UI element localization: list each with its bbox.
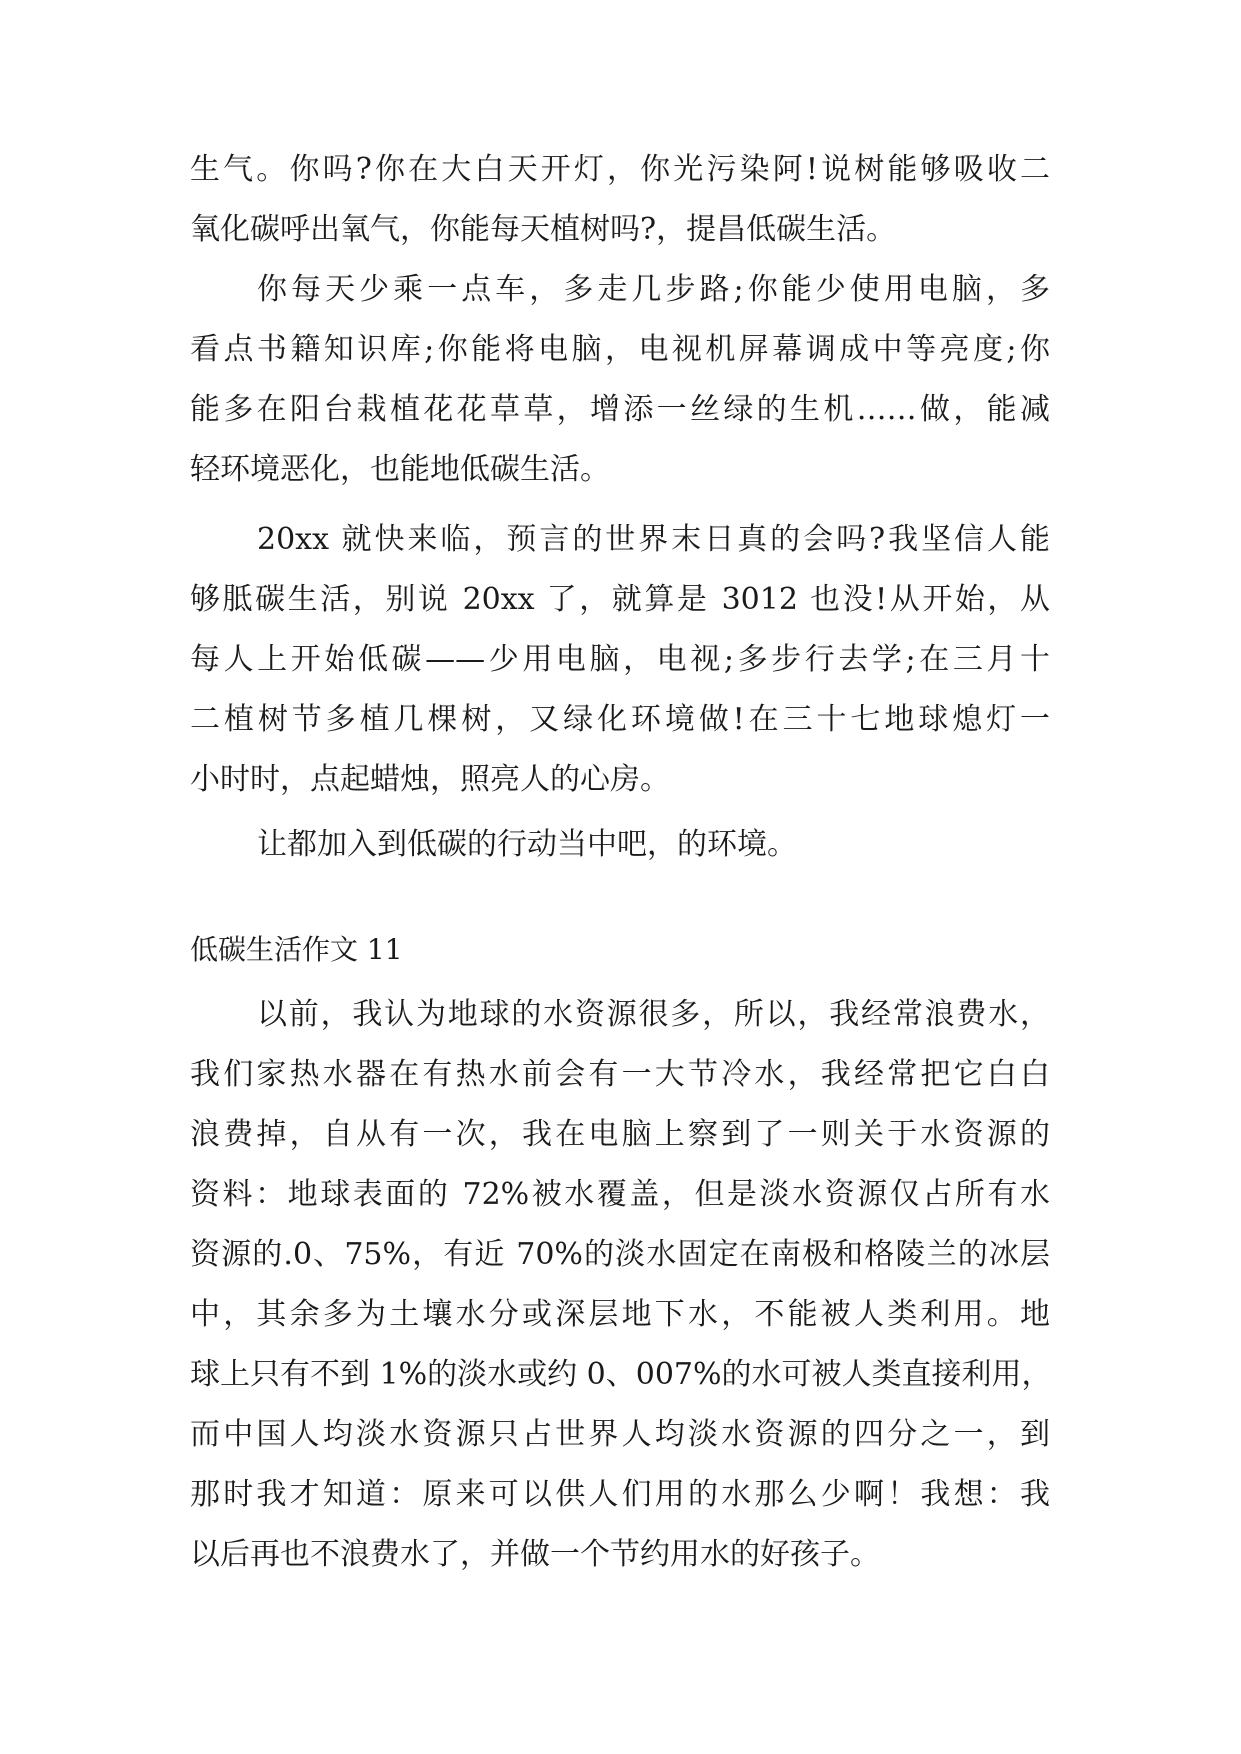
text-line: 球上只有不到 1%的淡水或约 0、007%的水可被人类直接利用， — [190, 1357, 1052, 1392]
text-line: 让都加入到低碳的行动当中吧，的环境。 — [257, 827, 797, 862]
text-line: 中，其余多为土壤水分或深层地下水，不能被人类利用。地 — [190, 1297, 1050, 1332]
text-line: 那时我才知道：原来可以供人们用的水那么少啊！我想：我 — [190, 1477, 1050, 1512]
text-line: 小时时，点起蜡烛，照亮人的心房。 — [190, 762, 670, 797]
text-line: 你每天少乘一点车，多走几步路;你能少使用电脑，多 — [257, 272, 1050, 307]
text-line: 以后再也不浪费水了，并做一个节约用水的好孩子。 — [190, 1537, 880, 1572]
text-line: 氧化碳呼出氧气，你能每天植树吗?，提昌低碳生活。 — [190, 212, 897, 247]
text-line: 资料：地球表面的 72%被水覆盖，但是淡水资源仅占所有水 — [190, 1177, 1050, 1212]
text-line: 生气。你吗?你在大白天开灯，你光污染阿!说树能够吸收二 — [190, 152, 1050, 187]
text-line: 轻环境恶化，也能地低碳生活。 — [190, 452, 610, 487]
text-line: 以前，我认为地球的水资源很多，所以，我经常浪费水， — [257, 997, 1050, 1032]
text-line: 浪费掉，自从有一次，我在电脑上察到了一则关于水资源的 — [190, 1117, 1050, 1152]
text-line: 看点书籍知识库;你能将电脑，电视机屏幕调成中等亮度;你 — [190, 332, 1050, 367]
text-line: 能多在阳台栽植花花草草，增添一丝绿的生机……做，能减 — [190, 392, 1050, 427]
text-line: 我们家热水器在有热水前会有一大节冷水，我经常把它白白 — [190, 1057, 1050, 1092]
text-line: 够胝碳生活，别说 20xx 了，就算是 3012 也没!从开始，从 — [190, 582, 1050, 617]
text-line: 二植树节多植几棵树，又绿化环境做!在三十七地球熄灯一 — [190, 702, 1050, 737]
text-line: 20xx 就快来临，预言的世界末日真的会吗?我坚信人能 — [257, 522, 1050, 557]
text-line: 而中国人均淡水资源只占世界人均淡水资源的四分之一，到 — [190, 1417, 1050, 1452]
text-line: 资源的.0、75%，有近 70%的淡水固定在南极和格陵兰的冰层 — [190, 1237, 1050, 1272]
section-title: 低碳生活作文 11 — [190, 933, 403, 966]
text-line: 每人上开始低碳——少用电脑，电视;多步行去学;在三月十 — [190, 642, 1050, 677]
